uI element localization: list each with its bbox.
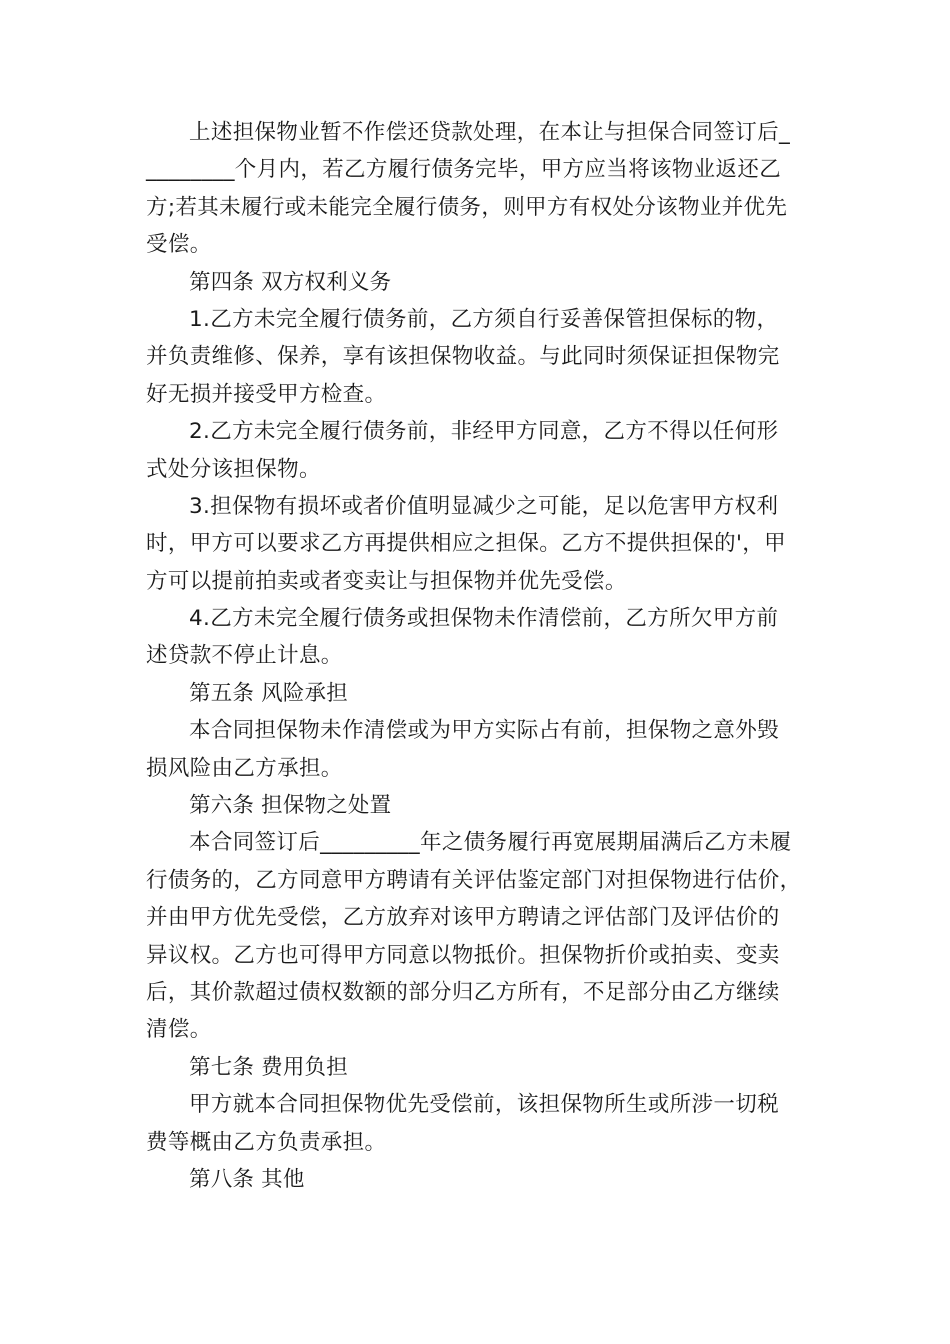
- paragraph-line: 上述担保物业暂不作偿还贷款处理，在本让与担保合同签订后_: [189, 120, 791, 145]
- paragraph-line: 并由甲方优先受偿，乙方放弃对该甲方聘请之评估部门及评估价的: [146, 905, 780, 931]
- section-heading-5: 第五条 风险承担: [189, 680, 348, 706]
- paragraph-line: 2.乙方未完全履行债务前，非经甲方同意，乙方不得以任何形: [189, 419, 779, 445]
- paragraph-line: 受偿。: [146, 232, 212, 258]
- paragraph-line: 方可以提前拍卖或者变卖让与担保物并优先受偿。: [146, 568, 627, 594]
- paragraph-line: 甲方就本合同担保物优先受偿前，该担保物所生或所涉一切税: [189, 1092, 779, 1118]
- paragraph-line: 述贷款不停止计息。: [146, 643, 343, 669]
- paragraph-line: 1.乙方未完全履行债务前，乙方须自行妥善保管担保标的物，: [189, 306, 779, 332]
- section-heading-7: 第七条 费用负担: [189, 1054, 348, 1080]
- paragraph-line: 方;若其未履行或未能完全履行债务，则甲方有权处分该物业并优先: [146, 194, 788, 220]
- paragraph-line: 式处分该担保物。: [146, 456, 321, 482]
- paragraph-line: 并负责维修、保养，享有该担保物收益。与此同时须保证担保物完: [146, 344, 780, 370]
- paragraph-line: 异议权。乙方也可得甲方同意以物抵价。担保物折价或拍卖、变卖: [146, 942, 780, 968]
- paragraph-line: 行债务的，乙方同意甲方聘请有关评估鉴定部门对担保物进行估价，: [146, 867, 802, 893]
- section-heading-6: 第六条 担保物之处置: [189, 793, 392, 819]
- paragraph-line: 4.乙方未完全履行债务或担保物未作清偿前，乙方所欠甲方前: [189, 606, 779, 632]
- paragraph-line: 3.担保物有损坏或者价值明显减少之可能，足以危害甲方权利: [189, 493, 779, 519]
- paragraph-line: 本合同签订后_________年之债务履行再宽展期届满后乙方未履: [189, 830, 792, 856]
- paragraph-line: 清偿。: [146, 1017, 212, 1043]
- paragraph-line: 费等概由乙方负责承担。: [146, 1129, 387, 1155]
- section-heading-8: 第八条 其他: [189, 1166, 305, 1192]
- paragraph-line: 时，甲方可以要求乙方再提供相应之担保。乙方不提供担保的'，甲: [146, 531, 786, 557]
- section-heading-4: 第四条 双方权利义务: [189, 269, 392, 295]
- paragraph-line: 本合同担保物未作清偿或为甲方实际占有前，担保物之意外毁: [189, 718, 779, 744]
- document-page: [146, 114, 818, 1198]
- paragraph-line: 后，其价款超过债权数额的部分归乙方所有，不足部分由乙方继续: [146, 979, 780, 1005]
- paragraph-line: 损风险由乙方承担。: [146, 755, 343, 781]
- paragraph-line: 好无损并接受甲方检查。: [146, 381, 387, 407]
- paragraph-line: ________个月内，若乙方履行债务完毕，甲方应当将该物业返还乙: [146, 157, 782, 183]
